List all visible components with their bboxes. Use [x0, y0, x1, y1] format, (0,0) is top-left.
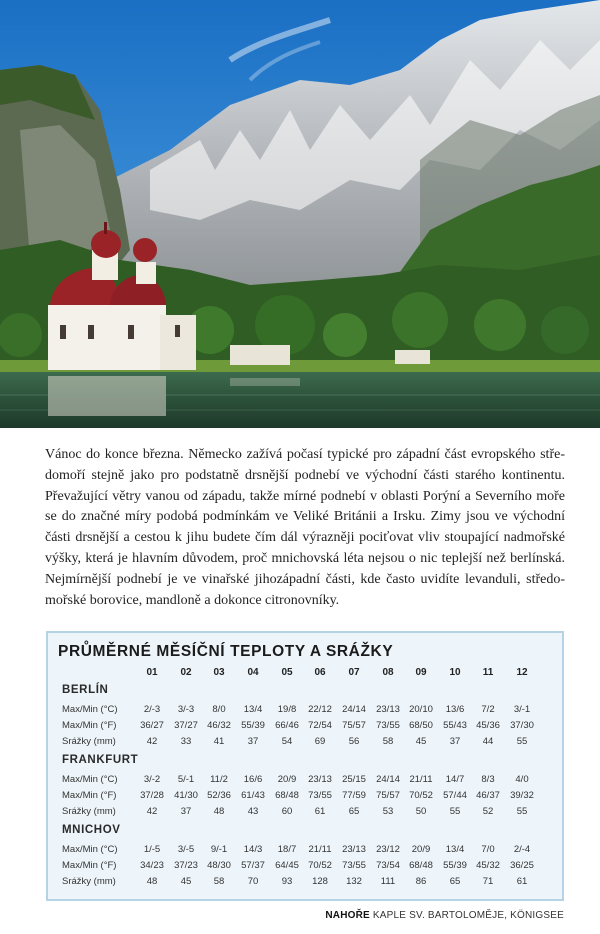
- table-cell: 33: [180, 736, 192, 747]
- table-cell: 3/-3: [177, 704, 195, 715]
- table-cell: 37: [449, 736, 461, 747]
- table-cell: 24/14: [376, 774, 400, 785]
- table-cell: 77/59: [342, 790, 366, 801]
- row-label: Max/Min (°F): [62, 860, 117, 871]
- table-cell: 36/27: [140, 720, 164, 731]
- body-line: Nejmírnější podnebí je ve vinařské jihozápadní části, kde často uvidíte levanduli, středo-: [45, 571, 565, 587]
- table-cell: 132: [346, 876, 362, 887]
- body-line: části drsnější a cestou k jihu budete čím dál výrazněji pociťovat vliv stoupající nadmořské: [45, 530, 565, 546]
- table-cell: 72/54: [308, 720, 332, 731]
- climate-table-title: PRŮMĚRNÉ MĚSÍČNÍ TEPLOTY A SRÁŽKY: [58, 643, 394, 660]
- row-label: Srážky (mm): [62, 876, 116, 887]
- table-cell: 22/12: [308, 704, 332, 715]
- body-line: mořské borovice, mandloně a dokonce citronovníky.: [45, 592, 340, 608]
- body-line: domoří stejně jako pro podstatně drsnější podnebí ve východní části starého kontinentu.: [45, 467, 565, 483]
- table-cell: 16/6: [243, 774, 263, 785]
- table-cell: 18/7: [277, 844, 297, 855]
- city-name: MNICHOV: [62, 824, 121, 836]
- table-cell: 39/32: [510, 790, 534, 801]
- celsius-row: [48, 772, 562, 788]
- table-cell: 24/14: [342, 704, 366, 715]
- table-cell: 73/55: [376, 720, 400, 731]
- table-cell: 55: [449, 806, 461, 817]
- table-cell: 4/0: [515, 774, 529, 785]
- table-cell: 20/9: [411, 844, 431, 855]
- table-cell: 93: [281, 876, 293, 887]
- table-cell: 70/52: [409, 790, 433, 801]
- table-cell: 23/13: [376, 704, 400, 715]
- table-cell: 8/3: [481, 774, 495, 785]
- table-cell: 21/11: [409, 774, 433, 785]
- rainfall-row: [48, 874, 562, 890]
- photo-caption: [325, 910, 564, 921]
- table-cell: 75/57: [376, 790, 400, 801]
- table-cell: 20/9: [277, 774, 297, 785]
- table-cell: 50: [415, 806, 427, 817]
- table-cell: 1/-5: [143, 844, 161, 855]
- month-header: 01: [146, 667, 158, 678]
- table-cell: 20/10: [409, 704, 433, 715]
- month-header: 11: [482, 667, 494, 678]
- city-name: FRANKFURT: [62, 754, 139, 766]
- table-cell: 37: [180, 806, 192, 817]
- table-cell: 60: [281, 806, 293, 817]
- table-cell: 13/4: [445, 844, 465, 855]
- table-cell: 37: [247, 736, 259, 747]
- table-cell: 75/57: [342, 720, 366, 731]
- table-cell: 64/45: [275, 860, 299, 871]
- table-cell: 55: [516, 736, 528, 747]
- table-cell: 55/39: [241, 720, 265, 731]
- table-cell: 14/7: [445, 774, 465, 785]
- table-cell: 45: [415, 736, 427, 747]
- table-cell: 55: [516, 806, 528, 817]
- table-cell: 44: [482, 736, 494, 747]
- table-cell: 7/2: [481, 704, 495, 715]
- table-cell: 5/-1: [177, 774, 195, 785]
- table-cell: 58: [213, 876, 225, 887]
- table-cell: 52: [482, 806, 494, 817]
- table-cell: 41/30: [174, 790, 198, 801]
- month-header: 06: [314, 667, 326, 678]
- table-cell: 2/-3: [143, 704, 161, 715]
- article-body: [45, 445, 565, 611]
- month-header: 04: [247, 667, 259, 678]
- row-label: Srážky (mm): [62, 736, 116, 747]
- table-cell: 43: [247, 806, 259, 817]
- month-header: 05: [281, 667, 293, 678]
- table-cell: 37/23: [174, 860, 198, 871]
- table-cell: 37/27: [174, 720, 198, 731]
- table-cell: 46/32: [207, 720, 231, 731]
- caption-text: KAPLE SV. BARTOLOMĚJE, KÖNIGSEE: [372, 910, 564, 921]
- table-cell: 53: [382, 806, 394, 817]
- table-cell: 46/37: [476, 790, 500, 801]
- table-cell: 48: [213, 806, 225, 817]
- month-header: 07: [348, 667, 360, 678]
- table-cell: 73/55: [342, 860, 366, 871]
- row-label: Max/Min (°F): [62, 720, 117, 731]
- table-cell: 52/36: [207, 790, 231, 801]
- table-cell: 23/13: [308, 774, 332, 785]
- body-line: výšky, která je hlavním důvodem, proč mnichovská léta nejsou o nic teplejší než berlínská.: [45, 550, 565, 566]
- table-cell: 42: [146, 806, 158, 817]
- table-cell: 3/-1: [513, 704, 531, 715]
- fahrenheit-row: [48, 788, 562, 804]
- fahrenheit-row: [48, 718, 562, 734]
- body-line: Vánoc do konce března. Německo zažívá počasí typické pro západní část evropského stře-: [45, 447, 565, 462]
- table-cell: 73/55: [308, 790, 332, 801]
- row-label: Max/Min (°C): [62, 774, 118, 785]
- month-header: 08: [382, 667, 394, 678]
- month-header: 10: [449, 667, 461, 678]
- table-cell: 3/-5: [177, 844, 195, 855]
- table-cell: 23/13: [342, 844, 366, 855]
- table-cell: 21/11: [308, 844, 332, 855]
- table-cell: 111: [380, 876, 396, 887]
- table-cell: 55/43: [443, 720, 467, 731]
- table-cell: 42: [146, 736, 158, 747]
- table-cell: 68/50: [409, 720, 433, 731]
- table-cell: 55/39: [443, 860, 467, 871]
- month-header: 03: [213, 667, 225, 678]
- month-header: 09: [415, 667, 427, 678]
- table-cell: 57/44: [443, 790, 467, 801]
- chapel-landscape-illustration: [0, 0, 600, 428]
- table-cell: 128: [312, 876, 328, 887]
- month-header: 02: [180, 667, 192, 678]
- table-cell: 14/3: [243, 844, 263, 855]
- table-cell: 37/30: [510, 720, 534, 731]
- table-cell: 56: [348, 736, 360, 747]
- table-cell: 13/6: [445, 704, 465, 715]
- table-cell: 86: [415, 876, 427, 887]
- table-cell: 61: [314, 806, 326, 817]
- table-cell: 13/4: [243, 704, 263, 715]
- table-cell: 66/46: [275, 720, 299, 731]
- table-cell: 73/54: [376, 860, 400, 871]
- caption-prefix: NAHOŘE: [325, 910, 370, 921]
- climate-table: [46, 631, 564, 901]
- city-name: BERLÍN: [62, 684, 109, 696]
- table-cell: 57/37: [241, 860, 265, 871]
- rainfall-row: [48, 734, 562, 750]
- table-cell: 41: [213, 736, 225, 747]
- table-cell: 65: [348, 806, 360, 817]
- table-cell: 65: [449, 876, 461, 887]
- table-cell: 7/0: [481, 844, 495, 855]
- table-cell: 54: [281, 736, 293, 747]
- table-cell: 68/48: [409, 860, 433, 871]
- hero-photo: [0, 0, 600, 428]
- table-cell: 71: [482, 876, 494, 887]
- table-cell: 45: [180, 876, 192, 887]
- table-cell: 9/-1: [210, 844, 228, 855]
- row-label: Max/Min (°F): [62, 790, 117, 801]
- table-cell: 58: [382, 736, 394, 747]
- table-cell: 37/28: [140, 790, 164, 801]
- table-cell: 2/-4: [513, 844, 531, 855]
- table-cell: 70/52: [308, 860, 332, 871]
- body-line: se do značné míry podobá podmínkám ve Veliké Británii a Irsku. Zimy jsou ve východní: [45, 509, 565, 525]
- body-line: Převažující větry vanou od západu, takže mírné podnebí v oblasti Porýní a Severního moře: [45, 488, 565, 504]
- table-cell: 3/-2: [143, 774, 161, 785]
- table-cell: 34/23: [140, 860, 164, 871]
- month-header-row: [48, 665, 562, 681]
- fahrenheit-row: [48, 858, 562, 874]
- table-cell: 61: [516, 876, 528, 887]
- table-cell: 48/30: [207, 860, 231, 871]
- table-cell: 61/43: [241, 790, 265, 801]
- table-cell: 19/8: [277, 704, 297, 715]
- table-cell: 48: [146, 876, 158, 887]
- celsius-row: [48, 842, 562, 858]
- table-cell: 25/15: [342, 774, 366, 785]
- table-cell: 69: [314, 736, 326, 747]
- row-label: Max/Min (°C): [62, 844, 118, 855]
- table-cell: 45/32: [476, 860, 500, 871]
- row-label: Max/Min (°C): [62, 704, 118, 715]
- table-cell: 8/0: [212, 704, 226, 715]
- month-header: 12: [516, 667, 528, 678]
- table-cell: 70: [247, 876, 259, 887]
- table-cell: 23/12: [376, 844, 400, 855]
- table-cell: 68/48: [275, 790, 299, 801]
- table-cell: 36/25: [510, 860, 534, 871]
- celsius-row: [48, 702, 562, 718]
- rainfall-row: [48, 804, 562, 820]
- table-cell: 45/36: [476, 720, 500, 731]
- row-label: Srážky (mm): [62, 806, 116, 817]
- table-cell: 11/2: [210, 774, 228, 785]
